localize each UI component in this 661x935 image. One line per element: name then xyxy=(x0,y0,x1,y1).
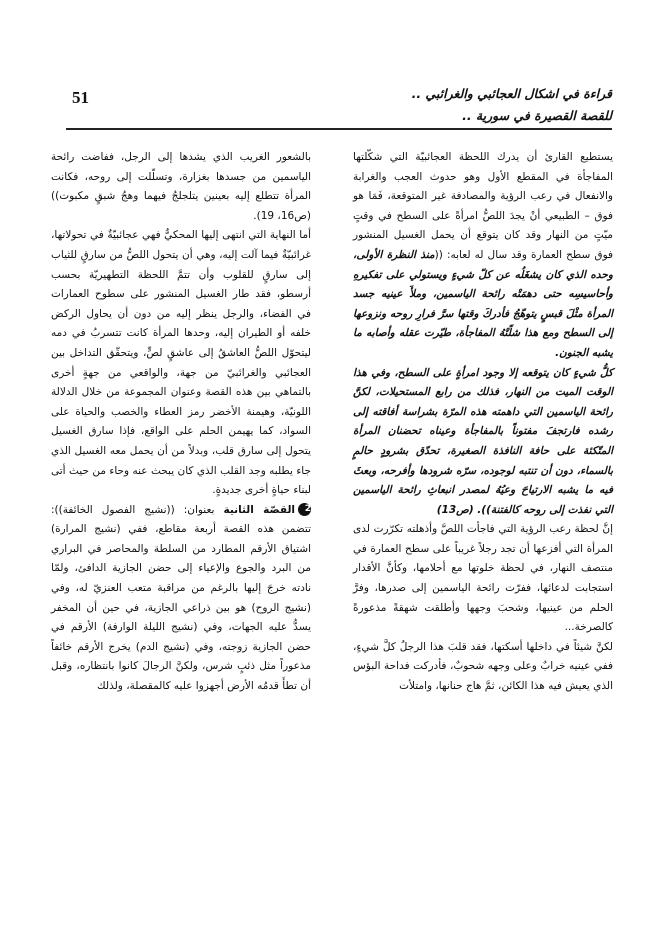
section-heading xyxy=(51,501,311,697)
running-header xyxy=(66,84,612,128)
page-number: 51 xyxy=(72,88,89,107)
quoted-passage: منذ النظرة الأولى، وحده الذي كان يشغَلُه عن كلّ شيءٍ ويستولي على تفكيرهِ وأحاسيسِه حتى دهمَتْه رائحة الياسمين، وملأَ عينيه جسد المرأة مثْلَ قبسٍ يتوهّجُ فأدركَ وقتها سرَّ فرارِ روحه ونزوعها إلى السطح ومع هذا شلّتْهُ المفاجأة، طيّرت عقله وأصابه ما يشبه الجنون. xyxy=(353,248,613,359)
paragraph: لكنَّ شيئاً في داخلها أسكتها، فقد قلبَ هذا الرجلُ كلَّ شيءٍ، ففي عينيه خرابٌ وعلى وجهه شحوبٌ، فأدركت فداحة البؤس الذي يعيش فيه هذا الكائن، ثمَّ هاج حنانها، وامتلأت xyxy=(353,640,613,693)
running-subtitle: للقصة القصيرة في سورية .. xyxy=(462,108,612,123)
paragraph: أما النهاية التي انتهى إليها المحكيُّ فهي عجائبيّةٌ في تحولاتها، غرائبيّةٌ فيما آلت إليه، وهي أن يتحول اللصُّ من سارقٍ للثياب إلى سارقٍ للقلوب وأن تتمَّ اللحظة التطهيريّة بحسب أرسطو، فقد طار الغسيل المنشور على سطوح العمارات في الفضاء، والرجل ينظر إليه من دون أن يحاول الركض خلفه أو الطيران إليه، وحدها المرأة كانت تتسربُ في دمه ليتحوّل اللصُّ العاشقُ إلى عاشقٍ لصٍّ، ويتحقّق التداخل بين العجائبي والغرائبيّ من جهة، والواقعي من جهةٍ أخرى بالتماهي بين هذه القصة وعنوان المجموعة من خلال الدلالة اللونيّة، وهيمنة الأخضر رمز العطاء والخصب والحياة على السواد، كما يهيمن الحلم على الواقع، فإذا سارق الغسيل يتحول إلى سارق قلب، وبدلاً من أن يحمل معه الغسيل الذي جاء يطلبه وجد القلب الذي كان يبحث عنه وحاء من حيث أتى لبناء حياةٍ أخرى جديدةٍ. xyxy=(51,229,311,497)
running-title: قراءة في اشكال العجائبي والغرائبي .. xyxy=(411,86,612,101)
quoted-passage-continued: كلُّ شيءٍ كان يتوقعه إلا وجود امرأةٍ على السطح، وفي هذا الوقت الميت من النهار، فذلك من رابع المستحيلات، لكنَّ رائحة الياسمين التي داهمته هذه المرّة بشراسة أفاقته إلى رشده فارتجفَ مفتوناً بالمفاجأة وعيناه تحضنان المرأة المتّكئة على حافة النافذة الصغيرة، تحدّق بشرودٍ حالمٍ بالسماء، دون أن تنتبه لوجوده، سرّه شرودها وأفرحه، وبعثَ فيه ما يشبه الارتياحَ وعيُهُ لمصدر انبعاثِ رائحة الياسمين التي نفذت إلى روحه كالفتنة)). (ص13) xyxy=(353,366,613,516)
right-column xyxy=(353,148,613,697)
paragraph: إنَّ لحظة رعب الرؤية التي فاجأت اللصَّ وأذهلته تكرّرت لدى المرأة التي أفزعها أن تجد رجلاً غريباً على سطح العمارة في منتصف النهار، في لحظة خلوتها مع أحلامها، وكأنَّ الأقدار استجابت لدعائها، ففرّت رائحة الياسمين إلى صدرها، وفرَّ الحلم من عينيها، وشحبَ وجهها وأطلقت شهقةً مذعورةً كالصرخة... xyxy=(353,523,613,634)
header-divider xyxy=(66,128,612,130)
paragraph xyxy=(353,148,613,364)
paragraph: بالشعور الغريب الذي يشدها إلى الرجل، ففاضت رائحة الياسمين من جسدها بغزارة، وتسلّلت إلى روحه، فكانت المرأة تتطلع إليه بعينين يتلجلجُ فيهما وهجُ شبقٍ مكبوت)) (ص16، 19). xyxy=(51,151,311,222)
left-column xyxy=(51,148,311,697)
section-number-badge: 2 xyxy=(298,503,311,516)
paragraph-text: يستطيع القارئ أن يدرك اللحظة العجائبيّة التي شكّلتها المفاجأة في المقطع الأول وهو حدوث العجب والغرابة والانفعال في رعب الرؤية والمصادفة غير المتوقعة، فَمَا هو فوق – الطبيعي أنْ يجدَ اللصُّ امرأةً على السطح في وقتٍ ميّتٍ من النهار وقد كان يتوقع أن يحمل الغسيل المنشور فوق سطح العمارة وقد سال له لعابه: (( xyxy=(353,151,614,261)
section-text: بعنوان: ((نشيج الفصول الخائفة)): تتضمن هذه القصة أربعة مقاطع، ففي (نشيج المرارة) اشتياق الأرقم المطارد من السلطة والمحاصر في البراري من البرد والجوع والإعياء إلى حضن الجازية الدافئ، ولمّا نادته خرجَ إليها بالرغم من مراقبة متعب العنزيّ له، وفي (نشيج الروح) هو بين ذراعي الجازية، في حين أن المخفر يسدُّ عليه الجهات، وفي (نشيج الليلة الوارفة) الأرقم في حضن الجازية زوجته، وفي (نشيج الدم) يخرج الأرقم خائفاً مذعوراً مثل ذئبٍ شرس، ولكنَّ الرجالَ كانوا بانتظاره، وقبل أن تطأَ قدمُه الأرض أجهزوا عليه كالمقصلة، ولذلك xyxy=(51,503,311,693)
section-title: القصّة الثانية xyxy=(223,503,295,516)
